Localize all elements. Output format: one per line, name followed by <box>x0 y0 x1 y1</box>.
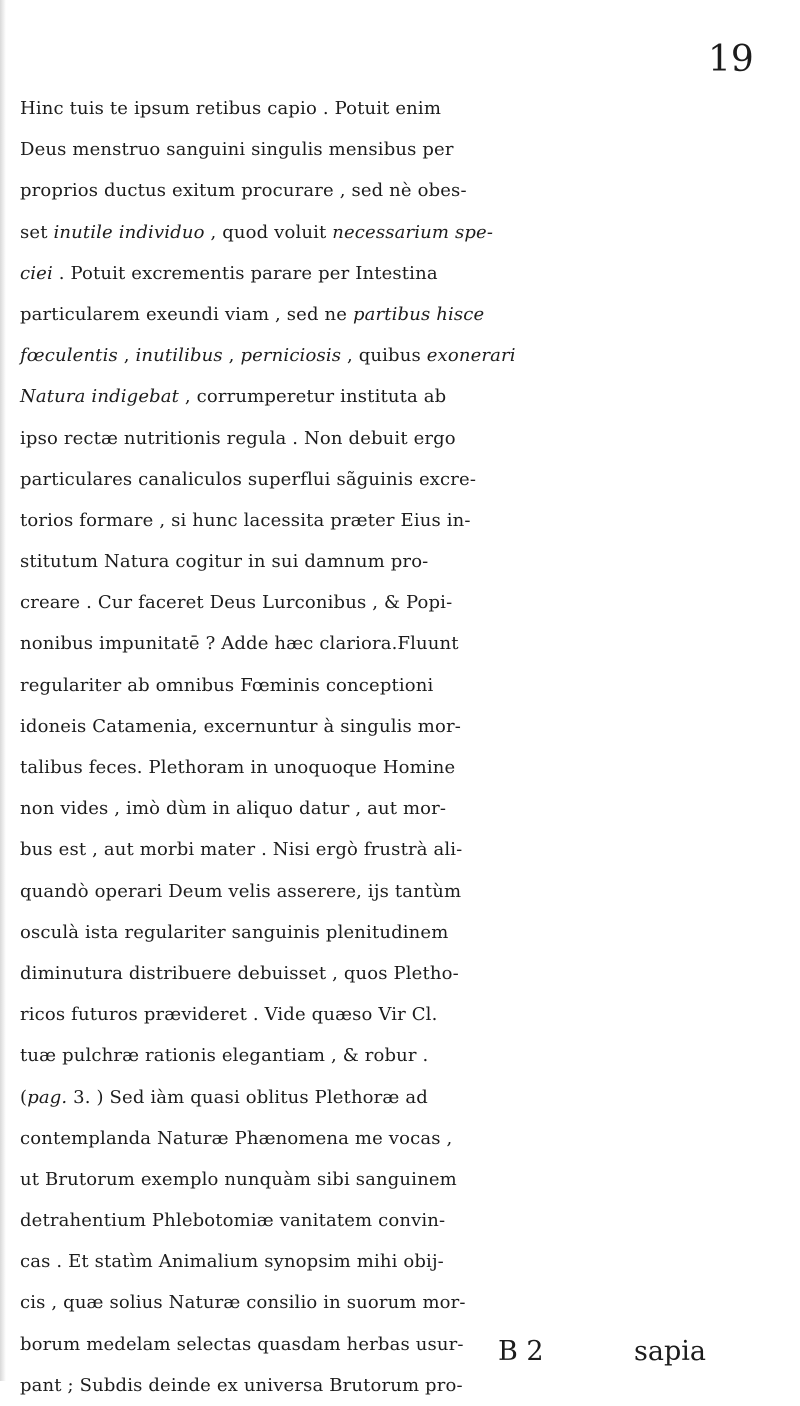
text-run: ipso rectæ nutritionis regula . Non debuit ergo <box>20 427 456 449</box>
italic-run: inutilibus <box>135 345 223 367</box>
text-line <box>20 1200 800 1241</box>
text-run: osculà ista regulariter sanguinis plenitudinem <box>20 921 449 943</box>
text-run: cis , quæ solius Naturæ consilio in suorum mor- <box>20 1292 466 1314</box>
text-run: torios formare , si hunc lacessita præter Eius in- <box>20 509 471 531</box>
text-line <box>20 582 800 623</box>
text-run: ( <box>20 1086 28 1108</box>
text-line <box>20 747 800 788</box>
italic-run: Natura indigebat <box>20 386 180 408</box>
text-line <box>20 623 800 664</box>
italic-run: partibus hisce <box>352 303 485 325</box>
text-line <box>20 994 800 1035</box>
text-run: idoneis Catamenia, excernuntur à singulis mor- <box>20 715 461 737</box>
text-run: , <box>222 345 241 367</box>
text-line <box>20 1077 800 1118</box>
text-run: talibus feces. Plethoram in unoquoque Homine <box>20 757 456 778</box>
text-line <box>20 335 800 376</box>
italic-run: perniciosis <box>240 345 342 367</box>
text-run: non vides , imò dùm in aliquo datur , aut mor- <box>20 798 447 820</box>
catchword: sapia <box>634 1336 706 1367</box>
text-line <box>20 459 800 500</box>
text-run: set <box>20 221 54 243</box>
text-line <box>20 1241 800 1282</box>
text-run: Deus menstruo sanguini singulis mensibus per <box>20 139 454 161</box>
text-run: pant ; Subdis deinde ex universa Brutorum pro- <box>20 1374 463 1396</box>
text-run: particulares canaliculos superflui sãguinis excre- <box>20 468 477 490</box>
signature-mark: B 2 <box>498 1336 544 1367</box>
text-line <box>20 1159 800 1200</box>
text-run: . Potuit excrementis parare per Intestina <box>52 262 438 284</box>
text-run: contemplanda Naturæ Phænomena me vocas , <box>20 1127 453 1149</box>
text-run: , corrumperetur instituta ab <box>179 386 447 408</box>
italic-run: exonerari <box>426 345 516 367</box>
text-line <box>20 953 800 994</box>
text-line <box>20 418 800 459</box>
text-run: tuæ pulchræ rationis elegantiam , & robur . <box>20 1045 429 1067</box>
italic-run: pag. <box>27 1086 68 1108</box>
text-run: diminutura distribuere debuisset , quos Pletho- <box>20 962 459 984</box>
text-run: 3. ) Sed iàm quasi oblitus Plethoræ ad <box>67 1086 428 1108</box>
text-line <box>20 788 800 829</box>
text-run: bus est , aut morbi mater . Nisi ergò frustrà ali- <box>20 839 463 861</box>
text-line <box>20 541 800 582</box>
text-line <box>20 376 800 417</box>
page-footer <box>0 1330 800 1374</box>
text-run: ut Brutorum exemplo nunquàm sibi sanguinem <box>20 1168 457 1190</box>
text-line <box>20 706 800 747</box>
text-line <box>20 88 800 129</box>
italic-run: fœculentis <box>20 345 118 367</box>
text-run: stitutum Natura cogitur in sui damnum pro- <box>20 551 429 573</box>
italic-run: necessarium spe- <box>332 221 494 243</box>
text-run: , quod voluit <box>204 221 333 243</box>
text-line <box>20 1035 800 1076</box>
text-line <box>20 500 800 541</box>
text-line <box>20 253 800 294</box>
text-run: borum medelam selectas quasdam herbas usur- <box>20 1333 464 1355</box>
text-line <box>20 294 800 335</box>
text-run: proprios ductus exitum procurare , sed nè obes- <box>20 180 467 202</box>
text-line <box>20 212 800 253</box>
text-run: detrahentium Phlebotomiæ vanitatem convin- <box>20 1210 446 1232</box>
text-line <box>20 829 800 870</box>
text-run: ricos futuros prævideret . Vide quæso Vir Cl. <box>20 1004 438 1026</box>
text-line <box>20 1118 800 1159</box>
italic-run: ciei <box>20 262 53 284</box>
text-run: , <box>117 345 136 367</box>
body-text <box>20 88 800 1406</box>
text-run: cas . Et statìm Animalium synopsim mihi obij- <box>20 1251 444 1273</box>
text-line <box>20 170 800 211</box>
text-run: quandò operari Deum velis asserere, ijs tantùm <box>20 880 462 902</box>
text-line <box>20 912 800 953</box>
text-line <box>20 871 800 912</box>
text-run: Hinc tuis te ipsum retibus capio . Potuit enim <box>20 98 442 119</box>
text-run: regulariter ab omnibus Fœminis conceptioni <box>20 674 434 696</box>
text-line <box>20 129 800 170</box>
text-run: nonibus impunitatē ? Adde hæc clariora.Fluunt <box>20 633 459 655</box>
text-line <box>20 1282 800 1323</box>
page-edge-shadow <box>0 0 6 1381</box>
text-run: particularem exeundi viam , sed ne <box>20 303 353 325</box>
italic-run: inutile individuo <box>53 221 205 243</box>
text-run: creare . Cur faceret Deus Lurconibus , & Popi- <box>20 592 453 614</box>
text-line <box>20 665 800 706</box>
text-run: , quibus <box>341 345 427 367</box>
page-number: 19 <box>708 39 754 80</box>
